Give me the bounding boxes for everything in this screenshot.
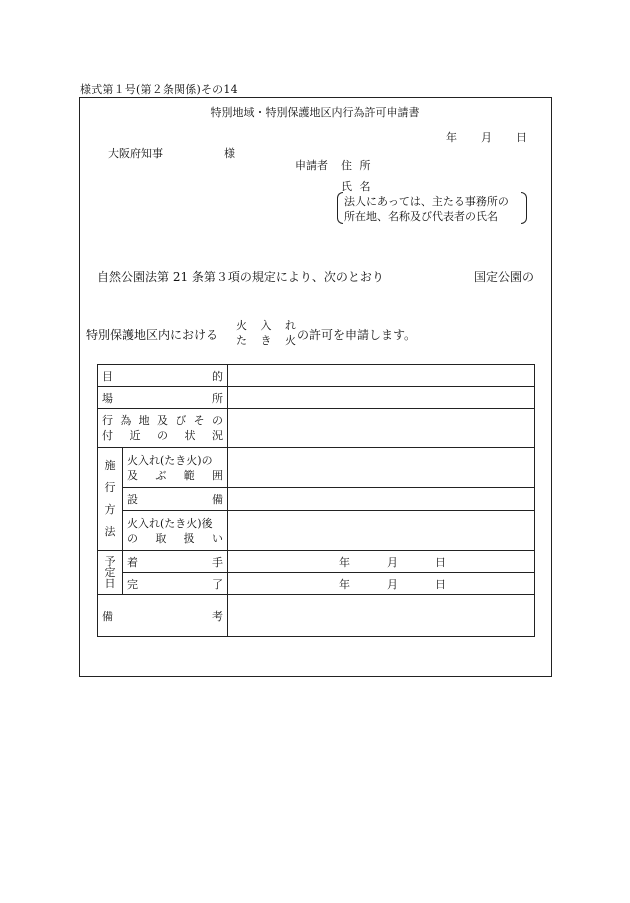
date-day-label: 日 (516, 131, 527, 144)
row-start (98, 551, 535, 573)
fire-option-burning: 火 入 れ (236, 319, 301, 332)
form-title: 特別地域・特別保護地区内行為許可申請書 (210, 106, 420, 119)
honorific: 様 (224, 147, 235, 160)
row-equipment (98, 488, 535, 511)
year-unit: 年 (339, 555, 350, 569)
application-table (97, 364, 535, 637)
form-number: 様式第１号(第２条関係)その14 (80, 83, 238, 96)
label-line: 火入れ(たき火)後 (127, 516, 213, 530)
row-location (98, 387, 535, 409)
start-date-field[interactable] (228, 551, 535, 573)
open-bracket (337, 192, 343, 224)
label-char: ぶ (155, 468, 167, 482)
fire-option-bonfire: た き 火 (236, 334, 301, 347)
row-aftercare (98, 511, 535, 551)
remarks-label (98, 595, 228, 637)
name-label: 氏 名 (341, 180, 373, 193)
label-char: び (175, 414, 187, 427)
close-bracket (521, 192, 527, 224)
label-char: 備 (102, 609, 113, 623)
location-field[interactable] (228, 387, 535, 409)
start-label (123, 551, 228, 573)
address-label: 住 所 (341, 159, 373, 172)
purpose-field[interactable] (228, 365, 535, 387)
label-char: 施 (104, 459, 116, 472)
label-char: 所 (212, 391, 223, 405)
date-year-label: 年 (446, 131, 457, 144)
label-char: 的 (212, 369, 223, 383)
month-unit: 月 (387, 555, 398, 569)
equipment-field[interactable] (228, 488, 535, 511)
purpose-label (98, 365, 228, 387)
row-purpose (98, 365, 535, 387)
label-char: 及 (127, 468, 138, 482)
day-unit: 日 (435, 555, 446, 569)
aftercare-label (123, 511, 228, 551)
label-char: 付 (102, 429, 113, 442)
label-char: い (211, 531, 223, 545)
day-unit: 日 (435, 577, 446, 591)
schedule-group-label (98, 551, 123, 595)
label-char: 行 (102, 414, 113, 427)
location-label (98, 387, 228, 409)
label-char: 考 (212, 609, 223, 623)
corporate-note-line-2: 所在地、名称及び代表者の氏名 (344, 210, 498, 223)
label-char: 設 (127, 493, 138, 506)
label-char: 場 (102, 391, 113, 405)
label-char: 定 (104, 566, 116, 579)
row-remarks (98, 595, 535, 637)
label-char: 囲 (211, 468, 223, 482)
label-char: 日 (104, 577, 116, 590)
label-char: 範 (183, 468, 195, 482)
remarks-field[interactable] (228, 595, 535, 637)
label-char: 着 (127, 555, 138, 569)
label-char: 及 (156, 414, 168, 427)
label-line: 火入れ(たき火)の (127, 453, 213, 467)
label-char: の (157, 429, 168, 442)
statement-line-1: 自然公園法第 21 条第３項の規定により、次のとおり (97, 270, 384, 284)
corporate-note (337, 192, 527, 224)
applicant-label: 申請者 (295, 159, 328, 172)
finish-label (123, 573, 228, 595)
fire-scope-field[interactable] (228, 448, 535, 488)
label-char: 目 (102, 369, 113, 383)
fire-options (236, 318, 301, 348)
label-char: 完 (127, 577, 138, 591)
aftercare-field[interactable] (228, 511, 535, 551)
label-char: の (127, 531, 138, 545)
statement-line-2: 特別保護地区内における (86, 328, 219, 342)
label-char: 方 (104, 503, 116, 516)
label-char: 了 (212, 577, 223, 591)
label-char: 行 (104, 481, 116, 494)
row-fire-scope (98, 448, 535, 488)
label-char: 近 (129, 429, 141, 442)
row-surroundings (98, 409, 535, 448)
date-month-label: 月 (481, 131, 492, 144)
month-unit: 月 (387, 577, 398, 591)
label-char: 備 (212, 493, 223, 506)
label-char: 状 (184, 429, 196, 442)
label-char: 予 (104, 555, 116, 568)
label-char: 手 (212, 555, 223, 569)
row-finish (98, 573, 535, 595)
label-char: 況 (212, 429, 223, 442)
label-char: 地 (138, 414, 150, 427)
surroundings-label (98, 409, 228, 448)
statement-line-2-end: の許可を申請します。 (297, 328, 417, 342)
equipment-label (123, 488, 228, 511)
label-char: 為 (120, 414, 132, 427)
label-char: そ (193, 414, 205, 427)
label-char: 取 (155, 531, 167, 545)
park-type: 国定公園の (474, 270, 535, 284)
surroundings-field[interactable] (228, 409, 535, 448)
year-unit: 年 (339, 577, 350, 591)
fire-scope-label (123, 448, 228, 488)
finish-date-field[interactable] (228, 573, 535, 595)
method-group-label (98, 448, 123, 551)
corporate-note-line-1: 法人にあっては、主たる事務所の (344, 195, 509, 208)
addressee: 大阪府知事 (108, 147, 163, 160)
label-char: 扱 (183, 531, 195, 545)
label-char: の (211, 414, 223, 427)
label-char: 法 (104, 525, 116, 538)
